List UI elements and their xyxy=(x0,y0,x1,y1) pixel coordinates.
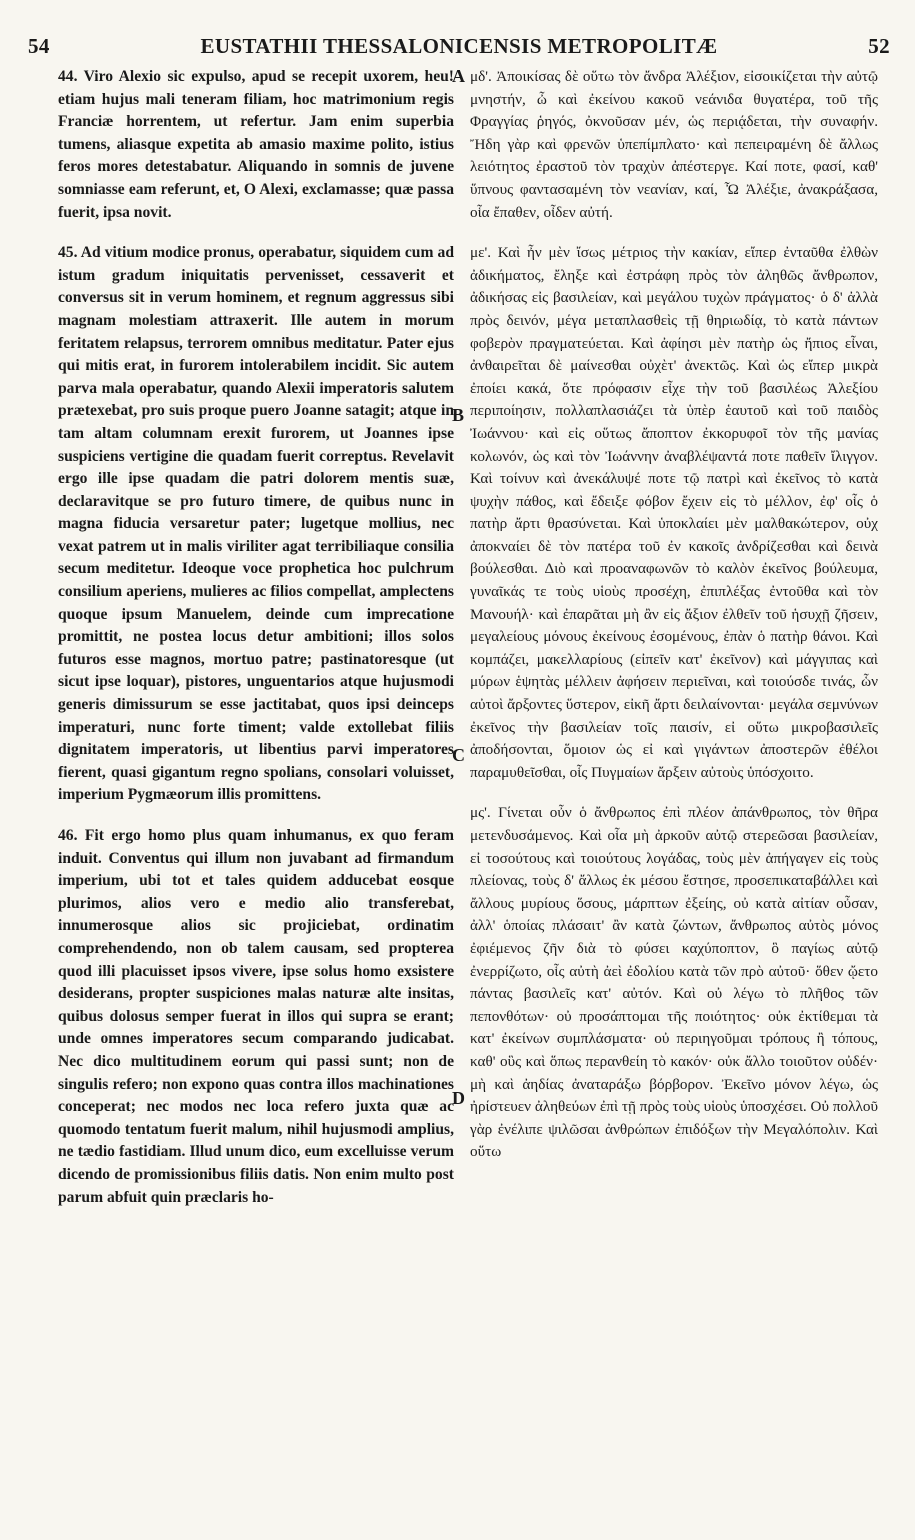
latin-paragraph-45: 45. Ad vitium modice pronus, operabatur, siquidem cum ad istum gradum iniquitatis pervenisset, cessaverit et conversus sit in verum hominem, et regnum aggressus sibi magnam molestiam attraxerit. Ille autem in morum feritatem relapsus, terrorem omnibus meditatur. Pater ejus qui mitis erat, in furorem intolerabilem incidit. Sic autem parva mala operabatur, quando Alexii imperatoris salutem prætexebat, pro suis proque puero Joanne satagit; atque in tam altam columnam erexit furorem, ut Joannes ipse suspiciens vertigine die quadam fuerit correptus. Revelavit ergo ille ipse quadam die patri dolorem mentis suæ, declaravitque se pro futuro timere, de quibus nunc in magna fiducia versaretur pater; lugetque mollius, nec vexat patrem ut in malis viriliter agat terribiliaque consilia secum meditetur. Ideoque voce prophetica hoc pulchrum consilium aperiens, mulieres ac filios compellat, amplectens quoque ipsum Manuelem, deinde cum imprecatione promittit, ne postea locus detur ambitioni; illos solos futuros esse magnos, mortuo patre; pastinatoresque (ut sicut ipse loquar), pistores, unguentarios atque hujusmodi generis dimissurum se esse jactitabat, quos ipsi deinceps imperaturi, nunc forte timent; valde extollebat filiis dignitatem imperatoris, ut libentius parvi imperatores fierent, quasi gigantum regno spolians, consolari voluisset, imperium Pygmæorum illis promittens. xyxy=(58,244,454,804)
greek-paragraph-44: μδ'. Ἀποικίσας δὲ οὕτω τὸν ἄνδρα Ἀλέξιον, εἰσοικίζεται τὴν αὐτῷ μνηστήν, ὦ καὶ ἐκείνου κακοῦ νεάνιδα θυγατέρα, τοῦ τῆς Φραγγίας ῥηγός, ὀκνοῦσαν μέν, ὡς περιᾴδεται, τὴν συναφήν. Ἤδη γὰρ καὶ φρενῶν ὑπεπίμπλατο· καὶ πεπειραμένη δὲ ἄλλως λειότητος ἐραστοῦ τὸν τραχὺν ἀπέστεργε. Καί ποτε, φασί, καθ' ὕπνους φαντασαμένη τὸν νεανίαν, καί, Ὦ Ἀλέξιε, ἀνακράξασα, οἷα ἔπαθεν, οἶδεν αὐτή. xyxy=(470,68,878,221)
latin-paragraph-44: 44. Viro Alexio sic expulso, apud se recepit uxorem, heu! etiam hujus mali teneram filiam, hoc matrimonium regis Franciæ horrentem, ut refertur. Jam enim superbia tumens, aliasque expetita ab amasio maxime polito, istius feros mores detestabatur. Aliquando in somnis de juvene somniasse eam referunt, et, O Alexi, exclamasse; quæ passa fuerit, ipsa novit. xyxy=(58,68,454,221)
greek-column xyxy=(470,66,878,1164)
page-number-left: 54 xyxy=(28,34,50,58)
margin-marker-d: D xyxy=(452,1088,465,1108)
latin-paragraph-46: 46. Fit ergo homo plus quam inhumanus, ex quo feram induit. Conventus qui illum non juvabant ad firmandum imperium, ubi tot et tales quidem adducebat eosque plurimos, alios vero e medio alio transferebat, innumerosque alios sic projiciebat, ordinatim comprehendendo, non ob talem causam, sed propterea quod illi placuisset ipsos vivere, ipse solus homo exsistere desiderans, propter suspiciones malas naturæ alte insitas, quibus dolosus semper fuerat in illos qui supra se erant; unde omnes imperatores secum comparando judicabat. Nec dico multitudinem eorum qui passi sunt; non de singulis refero; non expono quas contra illos machinationes conceperat; nec modos nec loca refero juxta quæ ac quomodo tentatum fuerit malum, nihil hujusmodi amplius, ne tædio fastidiam. Illud unum dico, eum excelluisse verum dicendo de promissionibus filiis datis. Non enim multo post parum abfuit quin præclaris ho- xyxy=(58,827,454,1206)
margin-marker-a: A xyxy=(452,66,465,86)
page-number-right: 52 xyxy=(868,34,890,58)
margin-marker-b: B xyxy=(452,405,465,425)
greek-paragraph-45: με'. Καὶ ἦν μὲν ἴσως μέτριος τὴν κακίαν, εἴπερ ἐνταῦθα ἐλθὼν ἀδικήματος, ἔληξε καὶ ἐστράφη πρὸς τὸν ἀληθῶς ἄνθρωπον, ἀδικήσας εἰς βασιλείαν, καὶ μεγάλου τυχὼν πράγματος· ὁ δ' ἀλλὰ πρὸς δεινόν, μέγα μεταπλασθεὶς τῇ θηριωδίᾳ, τὸ κατὰ πάντων φοβερὸν πραγματεύεται. Καὶ ἀφίησι μὲν πατὴρ ὡς ἤπιος εἶναι, ἀνθαιρεῖται δὲ μαίνεσθαι οὐχὲτ' ἀνεκτῶς. Καὶ ὡς εἴπερ μικρὰ ἐποίει κακά, ὅτε πρόφασιν εἶχε τὴν τοῦ βασιλέως Ἀλεξίου περιποίησιν, πολλαπλασιάζει τὰ ὑπὲρ ἑαυτοῦ καὶ τοῦ παιδὸς Ἰωάννου· καὶ εἰς οὕτως ἄποπτον ἐκκορυφοῖ τὸν τῆς μανίας κολωνόν, ὡς καὶ τὸν Ἰωάννην ἀναβλέψαντά ποτε παθεῖν ἴλιγγον. Καὶ τοίνυν καὶ ἀνεκάλυψέ ποτε τῷ πατρὶ καὶ ἐκεῖνος τὸ κατὰ ψυχὴν πάθος, καὶ ἔδειξε φόβον ἔχειν εἰς τὸ μέλλον, ἐφ' οἷς ὁ πατὴρ ἄρτι θρασύνεται. Καὶ ὑποκλαίει μὲν μαλθακώτερον, οὐχ ἀποκναίει δὲ τὸν πατέρα τοῦ ἐν κακοῖς ἀνδρίζεσθαι καὶ δεινὰ βούλεσθαι. Διὸ καὶ προαναφωνῶν τὸ καλὸν ἐκεῖνος βούλευμα, γυναῖκάς τε τοὺς υἱοὺς προσέχη, ἐπιπλέξας ἐντοῦθα καὶ τὸν Μανουήλ· καὶ ἐπαρᾶται μὴ ἂν εἰς ἄξιον ἐλθεῖν τοῦ ἡσυχῇ ζῆσειν, μεγαλείους μόνους ἐκείνους ἐσομένους, ἐπὰν ὁ πατὴρ θάνοι. Καὶ κομπάζει, μακελλαρίους (εἰπεῖν κατ' ἐκεῖνον) καὶ μάγγιπας καὶ μύρων ἑψητὰς μέλλειν ἀφήσειν περιεῖναι, καὶ τοιούσδε τινάς, ὧν αὐτοὶ ἄρξοντες ὕστερον, εἰκῆ ἄρτι δειλαίνονται· μεγάλα σεμνύνων ἐκεῖνος τὴν βασιλείαν τοῖς παισίν, εἰ οὕτω μικροβασιλεῖς ἀποδήσονται, ὅμοιον ὡς εἰ καὶ γιγάντων ἀποστερῶν ἐθέλοι παραμυθεῖσθαι, οἷς Πυγμαίων ἄρξειν αὐτοὺς ὑπόσχοιτο. xyxy=(470,244,878,781)
page-header xyxy=(28,34,890,64)
margin-marker-c: C xyxy=(452,745,465,765)
greek-paragraph-46: μς'. Γίνεται οὖν ὁ ἄνθρωπος ἐπὶ πλέον ἀπάνθρωπος, τὸν θῆρα μετενδυσάμενος. Καὶ οἷα μὴ ἀρκοῦν αὐτῷ στερεῶσαι βασιλείαν, εἰ τοσούτους καὶ τοιούτους λογάδας, τοὺς μὲν ἀπήγαγεν εἰς τοὺς πλείονας, τοὺς δ' ἄλλως ἐκ μέσου ἔστησε, προσεπικαταβάλλει καὶ ἄλλους μυρίους ὅσους, μάρπτων ἐξείης, οὐ κατὰ αἰτίαν οὖσαν, ἀλλ' ὁποίας πλάσαιτ' ἂν κατὰ ζώντων, ἄνθρωπος αὐτὸς μόνος ἐφιέμενος ζῆν διὰ τὸ φύσει καχύποπτον, ὃ παγίως αὐτῷ ἐνερρίζωτο, οἷς αὐτὴ ἀεὶ ἐδολίου κατὰ τῶν πρὸ αὐτοῦ· ὅθεν ᾤετο πάντας βασιλεῖς κατ' αὐτόν. Καὶ οὐ λέγω τὸ πλῆθος τῶν πεπονθότων· οὐ προσάπτομαι τῆς ποιότητος· οὐκ ἐκτίθεμαι τὰ κατ' ἐκείνων συμπλάσματα· οὐ περιηγοῦμαι τρόπους ἢ τόπους, καθ' οὓς καὶ ὅπως περανθείη τὸ κακόν· οὐκ ἄλλο τοιοῦτον οὐδέν· μὴ καὶ ἀηδίας ἀναταράξω βόρβορον. Ἐκεῖνο μόνον λέγω, ὡς ἠρίστευεν ἀληθεύων ἐπὶ τῇ πρὸς τοὺς υἱοὺς ὑποσχέσει. Οὐ πολλοῦ γὰρ ἐνέλιπε ψιλῶσαι ἀνθρώπων ἐπιδόξων τὴν Μεγαλόπολιν. Καὶ οὕτω xyxy=(470,804,878,1161)
running-title: EUSTATHII THESSALONICENSIS METROPOLITÆ xyxy=(200,34,718,58)
latin-column xyxy=(58,66,454,1209)
